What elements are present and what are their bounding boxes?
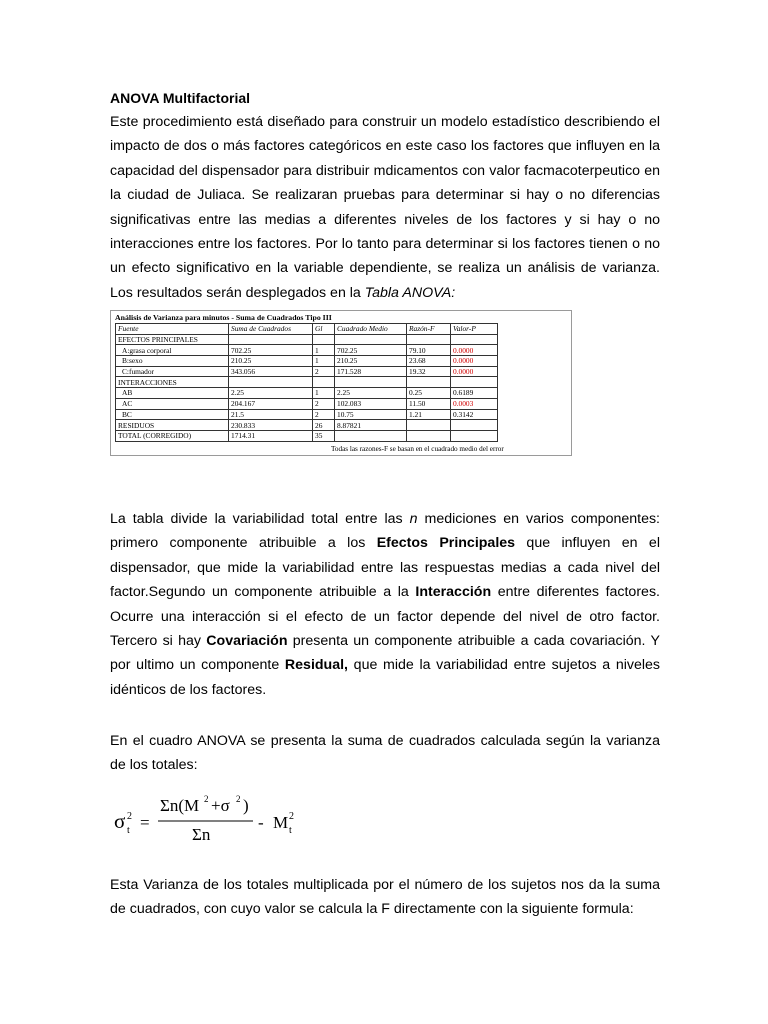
cell-gl: 2 <box>313 366 335 377</box>
cell-cuadrado-medio: 210.25 <box>335 356 407 367</box>
cell-cuadrado-medio: 171.528 <box>335 366 407 377</box>
p2-text-4: entre diferentes factores. Ocurre una interacción si el efecto de un factor depende del nivel de otro factor. Tercero si hay <box>110 584 660 650</box>
cell-razon-f: 0.25 <box>407 388 451 399</box>
cell-gl: 1 <box>313 388 335 399</box>
table-row <box>116 377 498 388</box>
p2-text-3: que influyen en el dispensador, que mide la variabilidad entre las respuestas medias a cada nivel del factor.Segundo un componente atribuible a la <box>110 535 660 601</box>
cell-fuente: RESIDUOS <box>116 420 229 431</box>
closing-section <box>110 873 660 922</box>
table-row <box>116 430 498 441</box>
cell-valor-p <box>451 420 498 431</box>
cell-cuadrado-medio <box>335 334 407 345</box>
header-cuadrado-medio: Cuadrado Medio <box>335 324 407 335</box>
anova-table <box>115 323 498 442</box>
cell-razon-f <box>407 430 451 441</box>
variance-intro-section <box>110 729 660 778</box>
cell-razon-f <box>407 420 451 431</box>
cell-valor-p: 0.0000 <box>451 356 498 367</box>
cell-razon-f: 79.10 <box>407 345 451 356</box>
cell-fuente: AC <box>116 398 229 409</box>
formula-sigma: σ <box>114 809 126 833</box>
cell-razon-f: 23.68 <box>407 356 451 367</box>
cell-suma-cuadrados: 702.25 <box>229 345 313 356</box>
cell-gl: 2 <box>313 409 335 420</box>
explanation-paragraph <box>110 507 660 702</box>
table-row <box>116 388 498 399</box>
anova-header-row <box>116 324 498 335</box>
cell-suma-cuadrados <box>229 334 313 345</box>
anova-table-title: Análisis de Varianza para minutos - Suma de Cuadrados Tipo III <box>115 313 332 322</box>
cell-cuadrado-medio: 702.25 <box>335 345 407 356</box>
cell-valor-p: 0.0000 <box>451 366 498 377</box>
cell-fuente: AB <box>116 388 229 399</box>
cell-valor-p <box>451 334 498 345</box>
cell-suma-cuadrados: 210.25 <box>229 356 313 367</box>
intro-italic-ref: Tabla ANOVA: <box>364 284 456 301</box>
p2-bold-efectos: Efectos Principales <box>376 535 516 552</box>
cell-razon-f <box>407 334 451 345</box>
p2-bold-covariacion: Covariación <box>206 633 288 650</box>
cell-cuadrado-medio <box>335 430 407 441</box>
variance-formula-graphic <box>112 788 312 848</box>
cell-cuadrado-medio: 10.75 <box>335 409 407 420</box>
cell-valor-p: 0.3142 <box>451 409 498 420</box>
cell-suma-cuadrados: 21.5 <box>229 409 313 420</box>
variance-formula <box>112 788 312 848</box>
table-row <box>116 366 498 377</box>
cell-valor-p: 0.0003 <box>451 398 498 409</box>
closing-paragraph: Esta Varianza de los totales multiplicada por el número de los sujetos nos da la suma de cuadrados, con cuyo valor se calcula la F directamente con la siguiente formula: <box>110 877 660 918</box>
cell-cuadrado-medio <box>335 377 407 388</box>
anova-table-figure <box>110 310 572 456</box>
cell-cuadrado-medio: 2.25 <box>335 388 407 399</box>
formula-denominator: Σn <box>192 825 211 844</box>
header-gl: Gl <box>313 324 335 335</box>
anova-table-note: Todas las razones-F se basan en el cuadrado medio del error <box>331 445 504 453</box>
p2-bold-interaccion: Interacción <box>415 584 492 601</box>
formula-num-plus-sigma: +σ <box>211 796 230 815</box>
cell-razon-f: 11.50 <box>407 398 451 409</box>
formula-sigma-sup: 2 <box>127 811 132 822</box>
cell-razon-f <box>407 377 451 388</box>
anova-table-body <box>116 334 498 441</box>
cell-gl: 1 <box>313 345 335 356</box>
cell-valor-p <box>451 430 498 441</box>
cell-gl <box>313 334 335 345</box>
explanation-section <box>110 507 660 702</box>
cell-razon-f: 1.21 <box>407 409 451 420</box>
cell-valor-p: 0.0000 <box>451 345 498 356</box>
cell-valor-p <box>451 377 498 388</box>
cell-fuente: C:fumador <box>116 366 229 377</box>
table-row <box>116 398 498 409</box>
p2-text-5: presenta un componente atribuible a cada covariación. Y por ultimo un componente <box>110 633 660 674</box>
formula-minus: - <box>258 813 264 832</box>
cell-gl: 1 <box>313 356 335 367</box>
cell-suma-cuadrados: 2.25 <box>229 388 313 399</box>
p2-text-6: que mide la variabilidad entre sujetos a niveles idénticos de los factores. <box>110 657 660 698</box>
table-row <box>116 345 498 356</box>
table-row <box>116 420 498 431</box>
table-row <box>116 334 498 345</box>
table-row <box>116 356 498 367</box>
cell-fuente: INTERACCIONES <box>116 377 229 388</box>
formula-num-sup-1: 2 <box>204 794 209 804</box>
cell-fuente: A:grasa corporal <box>116 345 229 356</box>
p2-italic-n: n <box>409 511 418 527</box>
cell-suma-cuadrados: 343.056 <box>229 366 313 377</box>
formula-M: M <box>273 813 289 832</box>
cell-fuente: BC <box>116 409 229 420</box>
cell-gl <box>313 377 335 388</box>
header-fuente: Fuente <box>116 324 229 335</box>
document-body <box>110 86 660 305</box>
header-suma-cuadrados: Suma de Cuadrados <box>229 324 313 335</box>
cell-gl: 2 <box>313 398 335 409</box>
cell-fuente: EFECTOS PRINCIPALES <box>116 334 229 345</box>
section-heading: ANOVA Multifactorial <box>110 90 251 106</box>
intro-text: Este procedimiento está diseñado para construir un modelo estadístico describiendo el impacto de dos o más factores categóricos en este caso los factores que influyen en la capacidad del dispensador para distribuir mdicamentos con valor facmacoterpeutico en la ciudad de Juliaca. Se realizaran pruebas para determinar si hay o no diferencias significativas entre las medias a diferentes niveles de los factores y si hay o no interacciones entre los factores. Por lo tanto para determinar si los factores tienen o no un efecto significativo en la variable dependiente, se realiza un análisis de varianza. Los resultados serán desplegados en la <box>110 114 660 301</box>
cell-cuadrado-medio: 8.87821 <box>335 420 407 431</box>
cell-gl: 35 <box>313 430 335 441</box>
cell-fuente: TOTAL (CORREGIDO) <box>116 430 229 441</box>
formula-numerator: Σn(M <box>160 796 200 815</box>
header-valor-p: Valor-P <box>451 324 498 335</box>
table-row <box>116 409 498 420</box>
formula-sigma-sub: t <box>127 825 130 836</box>
intro-paragraph <box>110 110 660 305</box>
p2-bold-residual: Residual, <box>284 657 348 674</box>
formula-M-sub: t <box>289 825 292 836</box>
p2-text-1: La tabla divide la variabilidad total entre las <box>110 511 410 527</box>
cell-gl: 26 <box>313 420 335 431</box>
header-razon-f: Razón-F <box>407 324 451 335</box>
cell-suma-cuadrados: 1714.31 <box>229 430 313 441</box>
formula-equals: = <box>140 813 150 832</box>
cell-suma-cuadrados: 230.833 <box>229 420 313 431</box>
cell-suma-cuadrados: 204.167 <box>229 398 313 409</box>
formula-M-sup: 2 <box>289 811 294 822</box>
cell-razon-f: 19.32 <box>407 366 451 377</box>
variance-intro-paragraph: En el cuadro ANOVA se presenta la suma de cuadrados calculada según la varianza de los totales: <box>110 733 660 774</box>
cell-suma-cuadrados <box>229 377 313 388</box>
cell-valor-p: 0.6189 <box>451 388 498 399</box>
formula-num-sup-2: 2 <box>236 794 241 804</box>
cell-cuadrado-medio: 102.083 <box>335 398 407 409</box>
p2-text-2: mediciones en varios componentes: primero componente atribuible a los <box>110 511 661 552</box>
cell-fuente: B:sexo <box>116 356 229 367</box>
formula-num-close: ) <box>243 796 249 815</box>
